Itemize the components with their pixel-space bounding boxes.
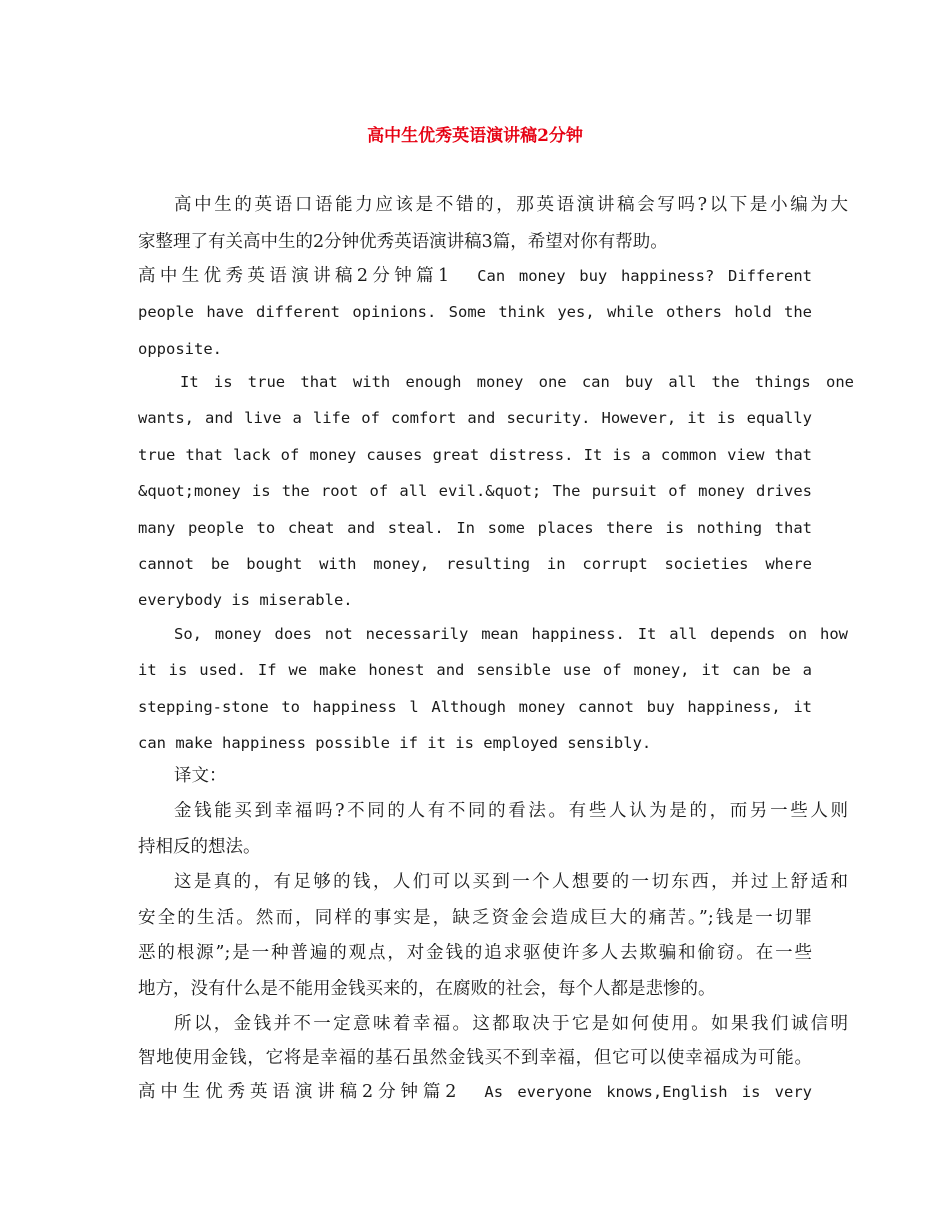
intro-line-2: 家整理了有关高中生的2分钟优秀英语演讲稿3篇，希望对你有帮助。	[138, 232, 668, 252]
english-line: people have different opinions. Some think yes, while others hold the	[138, 303, 812, 321]
section-1-heading: 高中生优秀英语演讲稿2分钟篇1	[138, 266, 450, 286]
english-line: it is used. If we make honest and sensible use of money, it can be a	[138, 661, 812, 679]
english-line: So, money does not necessarily mean happiness. It all depends on how	[174, 625, 848, 643]
english-line: opposite.	[138, 340, 222, 358]
english-line: wants, and live a life of comfort and security. However, it is equally	[138, 409, 812, 427]
english-line: true that lack of money causes great distress. It is a common view that	[138, 446, 812, 464]
intro-line-1: 高中生的英语口语能力应该是不错的，那英语演讲稿会写吗?以下是小编为大	[174, 195, 848, 215]
chinese-line: 持相反的想法。	[138, 837, 261, 857]
english-line: many people to cheat and steal. In some places there is nothing that	[138, 519, 812, 537]
translation-label: 译文：	[174, 766, 227, 786]
chinese-line: 这是真的，有足够的钱，人们可以买到一个人想要的一切东西，并过上舒适和	[174, 872, 848, 892]
english-line: It is true that with enough money one can buy all the things one	[180, 373, 854, 391]
section-2-first-sentence: As everyone knows,English is very	[484, 1083, 812, 1101]
english-line: cannot be bought with money, resulting in corrupt societies where	[138, 555, 812, 573]
chinese-line: 安全的生活。然而，同样的事实是，缺乏资金会造成巨大的痛苦。”;钱是一切罪	[138, 908, 812, 928]
section-1-heading-line	[138, 264, 812, 288]
section-2-heading: 高中生优秀英语演讲稿2分钟篇2	[138, 1082, 457, 1102]
chinese-line: 金钱能买到幸福吗?不同的人有不同的看法。有些人认为是的，而另一些人则	[174, 801, 848, 821]
section-1-first-sentence: Can money buy happiness? Different	[477, 267, 812, 285]
english-line: &quot;money is the root of all evil.&quot; The pursuit of money drives	[138, 482, 812, 500]
english-line: everybody is miserable.	[138, 591, 353, 609]
chinese-line: 所以，金钱并不一定意味着幸福。这都取决于它是如何使用。如果我们诚信明	[174, 1014, 848, 1034]
document-title: 高中生优秀英语演讲稿2分钟	[367, 126, 583, 146]
chinese-line: 智地使用金钱，它将是幸福的基石虽然金钱买不到幸福，但它可以使幸福成为可能。	[138, 1048, 812, 1068]
english-line: stepping-stone to happiness l Although money cannot buy happiness, it	[138, 698, 812, 716]
chinese-line: 地方，没有什么是不能用金钱买来的，在腐败的社会，每个人都是悲惨的。	[138, 979, 716, 999]
chinese-line: 恶的根源”;是一种普遍的观点，对金钱的追求驱使许多人去欺骗和偷窃。在一些	[138, 943, 812, 963]
english-line: can make happiness possible if it is employed sensibly.	[138, 734, 652, 752]
section-2-heading-line	[138, 1080, 812, 1104]
